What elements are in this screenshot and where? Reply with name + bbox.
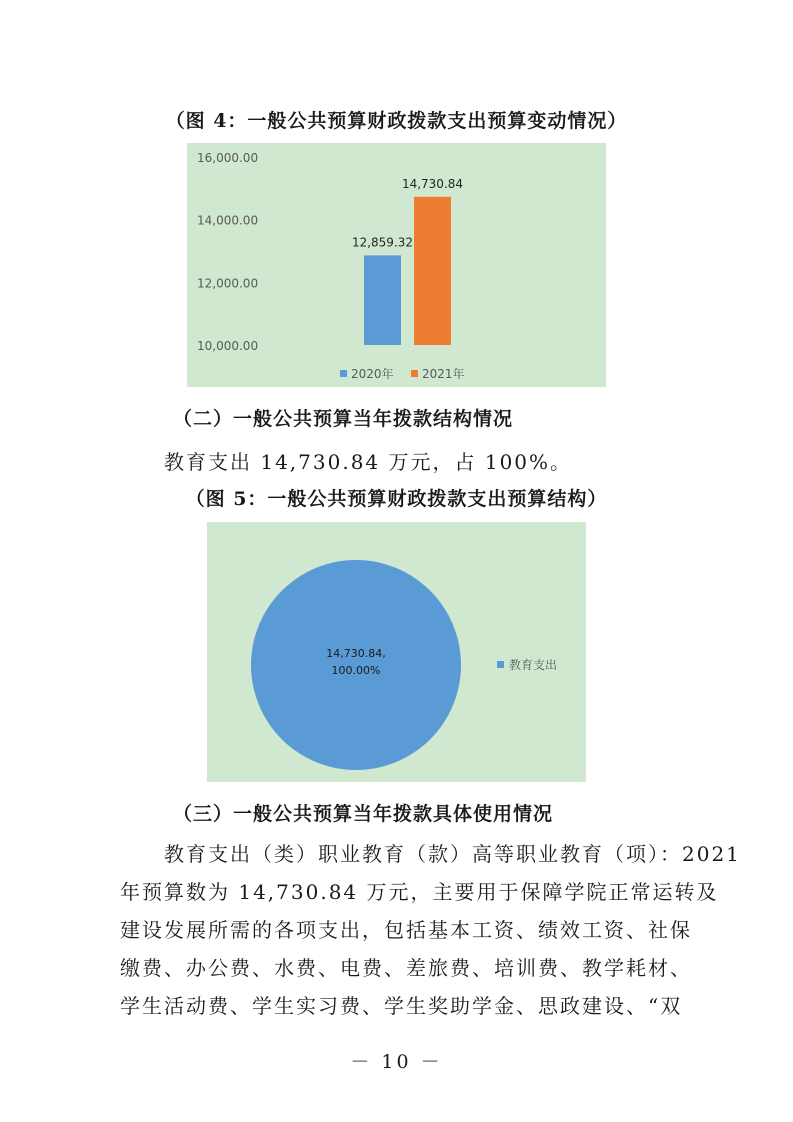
- y-tick-label: 12,000.00: [197, 276, 259, 291]
- y-tick-label: 16,000.00: [197, 151, 259, 165]
- data-label: 12,859.32: [351, 235, 414, 250]
- page-number: － 10 －: [350, 1051, 443, 1073]
- section-3-line-3: 建设发展所需的各项支出，包括基本工资、绩效工资、社保: [120, 918, 692, 942]
- figure-4-bar-chart: [187, 143, 606, 387]
- figure-5-pie-chart: [207, 522, 586, 782]
- pie-chart-svg: [207, 522, 586, 782]
- legend-label: 2021年: [422, 367, 465, 381]
- section-3-line-1: 教育支出（类）职业教育（款）高等职业教育（项）：2021: [164, 842, 741, 866]
- bar-chart-svg: [187, 143, 606, 387]
- section-3-line-5: 学生活动费、学生实习费、学生奖助学金、思政建设、“双: [120, 994, 683, 1018]
- legend-swatch: [411, 370, 418, 377]
- legend-label: 2020年: [351, 367, 394, 381]
- data-label: 14,730.84: [401, 176, 464, 191]
- legend-swatch: [497, 661, 504, 668]
- bar-2020年: [364, 255, 401, 345]
- section-3-heading: （三）一般公共预算当年拨款具体使用情况: [173, 803, 554, 825]
- y-tick-label: 10,000.00: [197, 339, 259, 353]
- figure-5-caption: （图 5：一般公共预算财政拨款支出预算结构）: [185, 488, 608, 510]
- legend-label: 教育支出: [509, 658, 558, 672]
- bar-2021年: [414, 197, 451, 345]
- y-tick-label: 14,000.00: [197, 213, 259, 228]
- section-3-line-2: 年预算数为 14,730.84 万元，主要用于保障学院正常运转及: [120, 880, 719, 904]
- section-3-line-4: 缴费、办公费、水费、电费、差旅费、培训费、教学耗材、: [120, 956, 692, 980]
- legend-swatch: [340, 370, 347, 377]
- section-2-text: 教育支出 14,730.84 万元，占 100%。: [164, 450, 573, 474]
- pie-data-label: 100.00%: [331, 664, 381, 677]
- pie-data-label: 14,730.84,: [326, 647, 386, 660]
- section-2-heading: （二）一般公共预算当年拨款结构情况: [173, 408, 514, 430]
- figure-4-caption: （图 4：一般公共预算财政拨款支出预算变动情况）: [165, 110, 628, 132]
